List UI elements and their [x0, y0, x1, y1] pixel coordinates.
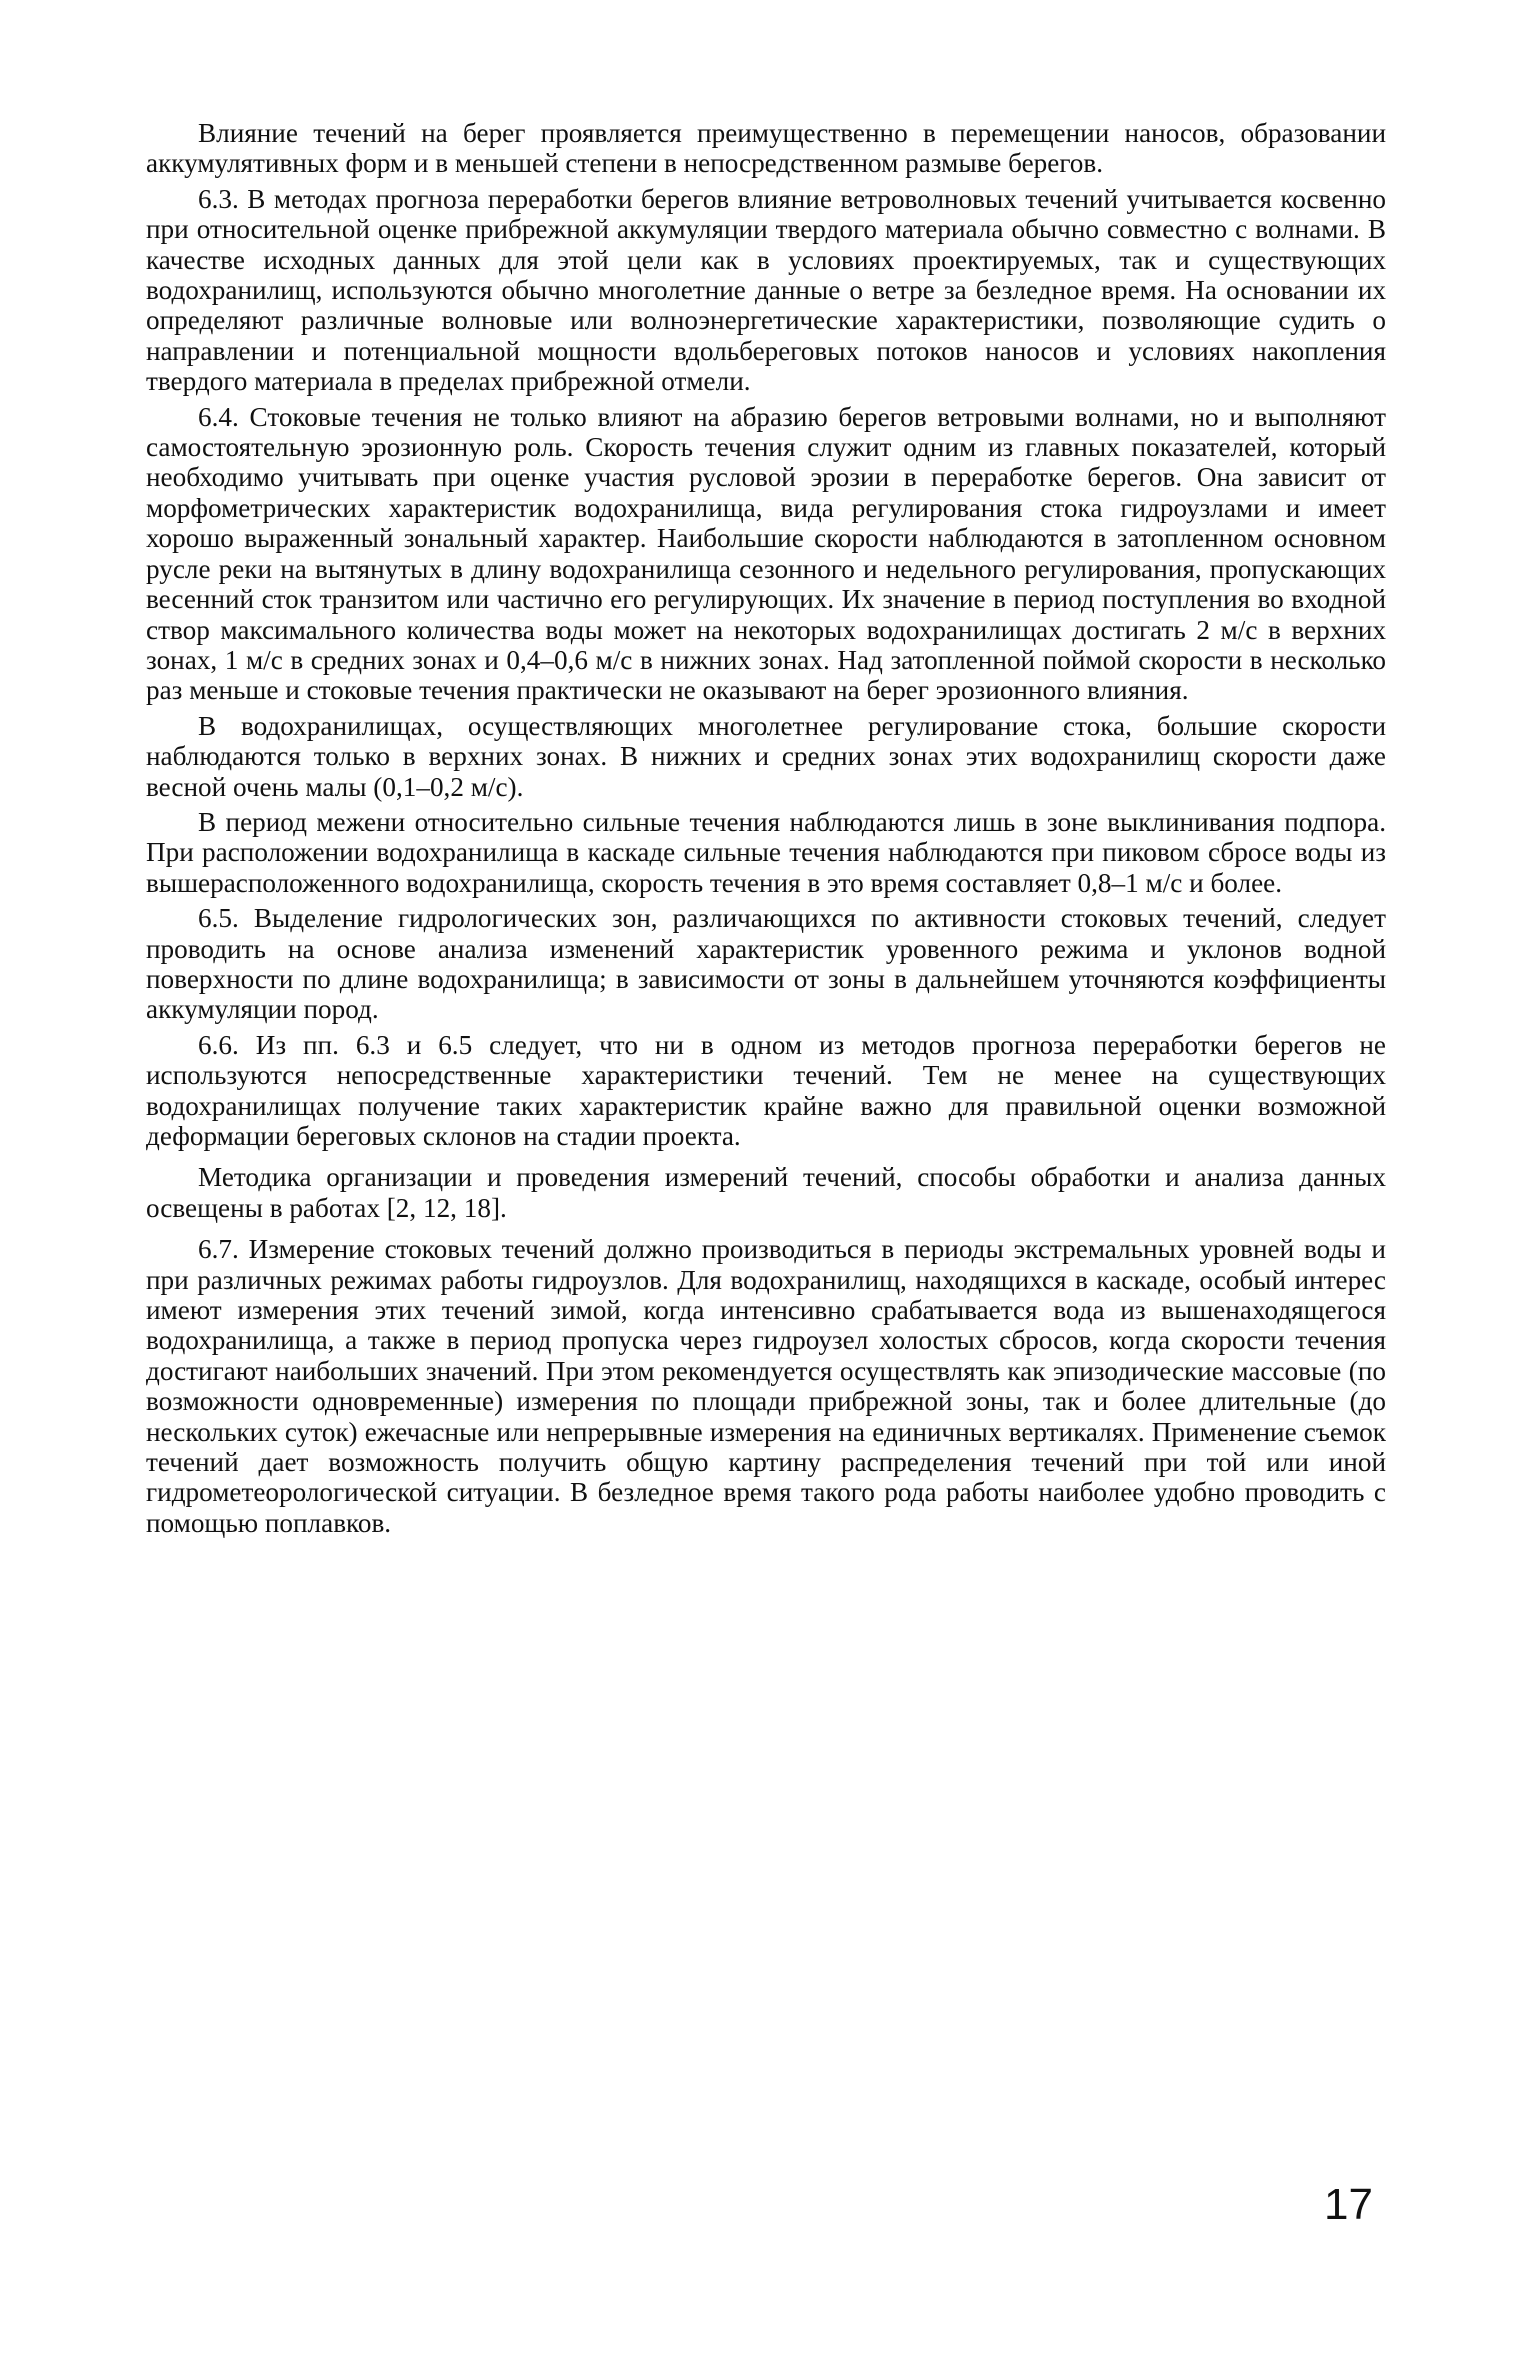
page-number: 17 [1324, 2180, 1373, 2229]
paragraph-intro: Влияние течений на берег проявляется преимущественно в перемещении наносов, образовании аккумулятивных форм и в меньшей степени в непосредственном размыве берегов. [146, 118, 1386, 179]
paragraph-6-6: 6.6. Из пп. 6.3 и 6.5 следует, что ни в одном из методов прогноза переработки берегов не используются непосредственные характеристики течений. Тем не менее на существующих водохранилищах получение таких характеристик крайне важно для правильной оценки возможной деформации береговых склонов на стадии проекта. [146, 1029, 1386, 1151]
paragraph-6-3: 6.3. В методах прогноза переработки берегов влияние ветроволновых течений учитывается косвенно при относительной оценке прибрежной аккумуляции твердого материала обычно совместно с волнами. В качестве исходных данных для этой цели как в условиях проектируемых, так и существующих водохранилищ, используются обычно многолетние данные о ветре за безледное время. На основании их определяют различные волновые или волноэнергетические характеристики, позволяющие судить о направлении и потенциальной мощности вдольбереговых потоков наносов и условиях накопления твердого материала в пределах прибрежной отмели. [146, 183, 1386, 397]
paragraph-6-7: 6.7. Измерение стоковых течений должно производиться в периоды экстремальных уровней воды и при различных режимах работы гидроузлов. Для водохранилищ, находящихся в каскаде, особый интерес имеют измерения этих течений зимой, когда интенсивно срабатывается вода из вышенаходящегося водохранилища, а также в период пропуска через гидроузел холостых сбросов, когда скорости течения достигают наибольших значений. При этом рекомендуется осуществлять как эпизодические массовые (по возможности одновременные) измерения по площади прибрежной зоны, так и более длительные (до нескольких суток) ежечасные или непрерывные измерения на единичных вертикалях. Применение съемок течений дает возможность получить общую картину распределения течений при той или иной гидрометеорологической ситуации. В безледное время такого рода работы наиболее удобно проводить с помощью поплавков. [146, 1234, 1386, 1538]
paragraph-6-5: 6.5. Выделение гидрологических зон, различающихся по активности стоковых течений, следует проводить на основе анализа изменений характеристик уровенного режима и уклонов водной поверхности по длине водохранилища; в зависимости от зоны в дальнейшем уточняются коэффициенты аккумуляции пород. [146, 903, 1386, 1025]
page-body [146, 118, 1386, 1538]
paragraph-6-4: 6.4. Стоковые течения не только влияют на абразию берегов ветровыми волнами, но и выполняют самостоятельную эрозионную роль. Скорость течения служит одним из главных показателей, который необходимо учитывать при оценке участия русловой эрозии в переработке берегов. Она зависит от морфометрических характеристик водохранилища, вида регулирования стока гидроузлами и имеет хорошо выраженный зональный характер. Наибольшие скорости наблюдаются в затопленном основном русле реки на вытянутых в длину водохранилища сезонного и недельного регулирования, пропускающих весенний сток транзитом или частично его регулирующих. Их значение в период поступления во входной створ максимального количества воды может на некоторых водохранилищах достигать 2 м/с в верхних зонах, 1 м/с в средних зонах и 0,4–0,6 м/с в нижних зонах. Над затопленной поймой скорости в несколько раз меньше и стоковые течения практически не оказывают на берег эрозионного влияния. [146, 401, 1386, 706]
paragraph-low-water: В период межени относительно сильные течения наблюдаются лишь в зоне выклинивания подпора. При расположении водохранилища в каскаде сильные течения наблюдаются при пиковом сбросе воды из вышерасположенного водохранилища, скорость течения в это время составляет 0,8–1 м/с и более. [146, 806, 1386, 898]
paragraph-methodology: Методика организации и проведения измерений течений, способы обработки и анализа данных освещены в работах [2, 12, 18]. [146, 1162, 1386, 1223]
paragraph-multiyear-regulation: В водохранилищах, осуществляющих многолетнее регулирование стока, большие скорости наблюдаются только в верхних зонах. В нижних и средних зонах этих водохранилищ скорости даже весной очень малы (0,1–0,2 м/с). [146, 710, 1386, 802]
